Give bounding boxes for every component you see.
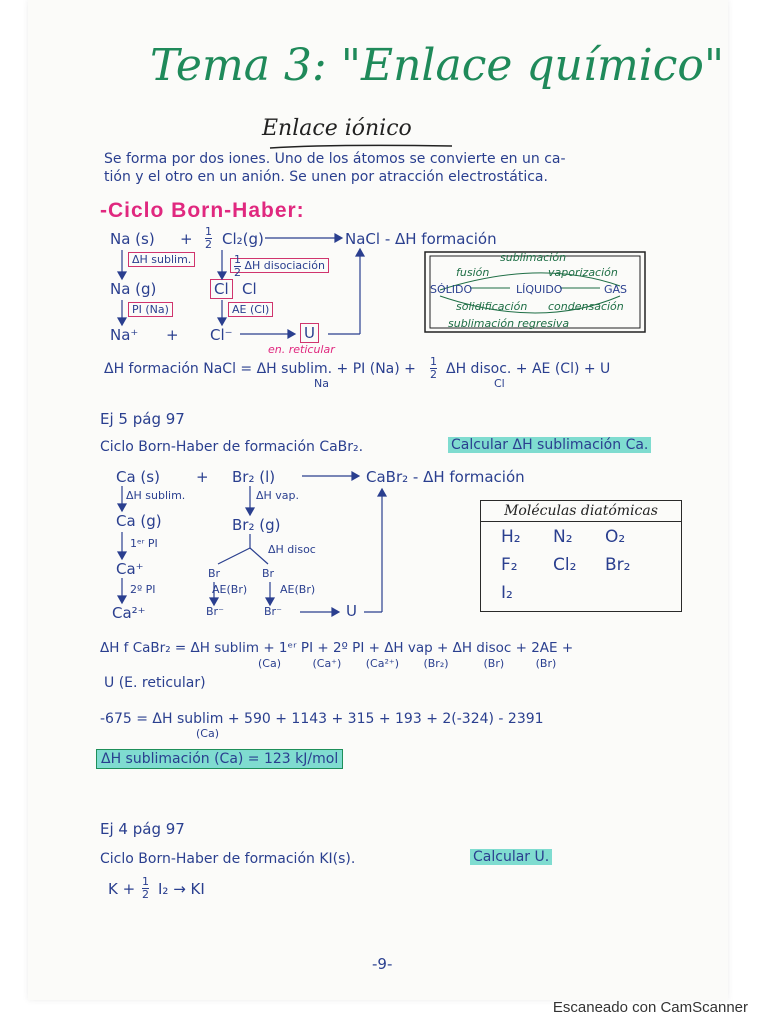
label-gas: GAS <box>604 283 628 296</box>
label-solido: SÓLIDO <box>430 283 473 296</box>
cabr2-numeric-equation: -675 = ΔH sublim + 590 + 1143 + 315 + 193 + 2(-324) - 2391 <box>100 711 544 727</box>
cabr2-numeric-sub: (Ca) <box>196 727 220 740</box>
plus-sign: + <box>180 230 193 248</box>
intro-line-2: tión y el otro en un anión. Se unen por atracción electrostática. <box>104 169 548 185</box>
eq1-sub-cl: Cl <box>494 377 505 390</box>
ej5-highlight: Calcular ΔH sublimación Ca. <box>448 438 651 452</box>
na-cation: Na⁺ <box>110 326 139 344</box>
label-liquido: LÍQUIDO <box>516 283 563 296</box>
diatomic-molecules-box <box>480 500 682 612</box>
ca-gas: Ca (g) <box>116 512 162 530</box>
molecule-item: F₂ <box>501 555 518 575</box>
molecule-item: N₂ <box>553 527 573 547</box>
formation-equation-left: ΔH formación NaCl = ΔH sublim. + PI (Na) + <box>104 361 416 377</box>
ej4-highlight: Calcular U. <box>470 850 552 864</box>
pi-na-box: PI (Na) <box>128 304 173 315</box>
ae-cl-box: AE (Cl) <box>228 304 273 315</box>
molecule-item: Cl₂ <box>553 555 577 575</box>
label-condensacion: condensación <box>548 300 624 313</box>
cabr2-equation-line1: ΔH f CaBr₂ = ΔH sublim + 1ᵉʳ PI + 2º PI + ΔH vap + ΔH disoc + 2AE + <box>100 640 574 656</box>
scanner-watermark: Escaneado con CamScanner <box>552 999 748 1016</box>
ej5-label: Ej 5 pág 97 <box>100 410 185 428</box>
result-box: ΔH sublimación (Ca) = 123 kJ/mol <box>96 752 343 766</box>
cl2-gas: Cl₂(g) <box>222 230 264 248</box>
eq1-half-fraction: $\frac{1}{2}$ <box>430 355 437 381</box>
br2-h-vap: ΔH vap. <box>256 489 300 502</box>
born-haber-heading: -Ciclo Born-Haber: <box>100 199 305 222</box>
cl-anion: Cl⁻ <box>210 326 233 344</box>
section-title: Enlace iónico <box>262 116 412 141</box>
ej4-label: Ej 4 pág 97 <box>100 820 185 838</box>
ej4-statement: Ciclo Born-Haber de formación KI(s). <box>100 851 356 867</box>
br-anion-b: Br⁻ <box>264 605 282 618</box>
ca2-cation: Ca²⁺ <box>112 604 146 622</box>
nacl-formation: NaCl - ΔH formación <box>345 230 497 248</box>
en-reticular-label: en. reticular <box>268 343 335 356</box>
ca-solid: Ca (s) <box>116 468 160 486</box>
half-fraction: $\frac{1}{2}$ <box>205 225 212 251</box>
label-vaporizacion: vaporización <box>548 266 618 279</box>
ca-cation: Ca⁺ <box>116 560 144 578</box>
ej5-plus: + <box>196 468 209 486</box>
formation-equation-right: ΔH disoc. + AE (Cl) + U <box>446 361 611 377</box>
ki-reaction-left: K + <box>108 880 136 898</box>
page-number: -9- <box>372 955 393 973</box>
ae-br-b: AE(Br) <box>280 583 316 596</box>
na-solid: Na (s) <box>110 230 155 248</box>
label-sublimacion: sublimación <box>500 251 567 264</box>
molecule-item: H₂ <box>501 527 521 547</box>
br-atom-b: Br <box>262 567 275 580</box>
br-anion-a: Br⁻ <box>206 605 224 618</box>
br2-liquid: Br₂ (l) <box>232 468 276 486</box>
molecule-item: O₂ <box>605 527 626 547</box>
cabr2-equation-subscripts: (Ca) (Ca⁺) (Ca²⁺) (Br₂) (Br) (Br) <box>258 657 557 670</box>
h-sublim-box: ΔH sublim. <box>128 254 195 265</box>
ej5-statement: Ciclo Born-Haber de formación CaBr₂. <box>100 439 364 455</box>
second-pi: 2º PI <box>130 583 156 596</box>
cl-atom: Cl <box>242 280 257 298</box>
h-disoc-box: $\frac{1}{2}$ ΔH disociación <box>230 254 329 278</box>
intro-line-1: Se forma por dos iones. Uno de los átomos se convierte en un ca- <box>104 151 566 167</box>
molecule-item: Br₂ <box>605 555 631 575</box>
eq1-sub-na: Na <box>314 377 329 390</box>
first-pi: 1ᵉʳ PI <box>130 537 158 550</box>
label-solidificacion: solidificación <box>456 300 528 313</box>
diatomic-molecules-heading: Moléculas diatómicas <box>481 501 681 522</box>
label-fusion: fusión <box>456 266 490 279</box>
label-sublimacion-regresiva: sublimación regresiva <box>448 317 570 330</box>
br-atom-a: Br <box>208 567 221 580</box>
ae-br-a: AE(Br) <box>212 583 248 596</box>
na-gas: Na (g) <box>110 280 157 298</box>
cabr2-formation: CaBr₂ - ΔH formación <box>366 468 525 486</box>
br2-h-disoc: ΔH disoc <box>268 543 316 556</box>
br2-gas: Br₂ (g) <box>232 516 281 534</box>
ca-h-sublim: ΔH sublim. <box>126 489 186 502</box>
plus-sign-2: + <box>166 326 179 344</box>
cabr2-equation-line2: U (E. reticular) <box>104 675 206 691</box>
lattice-energy-box: U <box>300 326 319 341</box>
page-title: Tema 3: "Enlace químico" <box>150 40 725 91</box>
ki-half-fraction: $\frac{1}{2}$ <box>142 875 149 901</box>
ki-reaction-right: I₂ → KI <box>158 880 205 898</box>
diatomic-molecules-list <box>501 527 657 603</box>
cl-boxed: Cl <box>210 282 233 297</box>
ej5-lattice-energy: U <box>346 602 357 620</box>
molecule-item: I₂ <box>501 583 513 603</box>
